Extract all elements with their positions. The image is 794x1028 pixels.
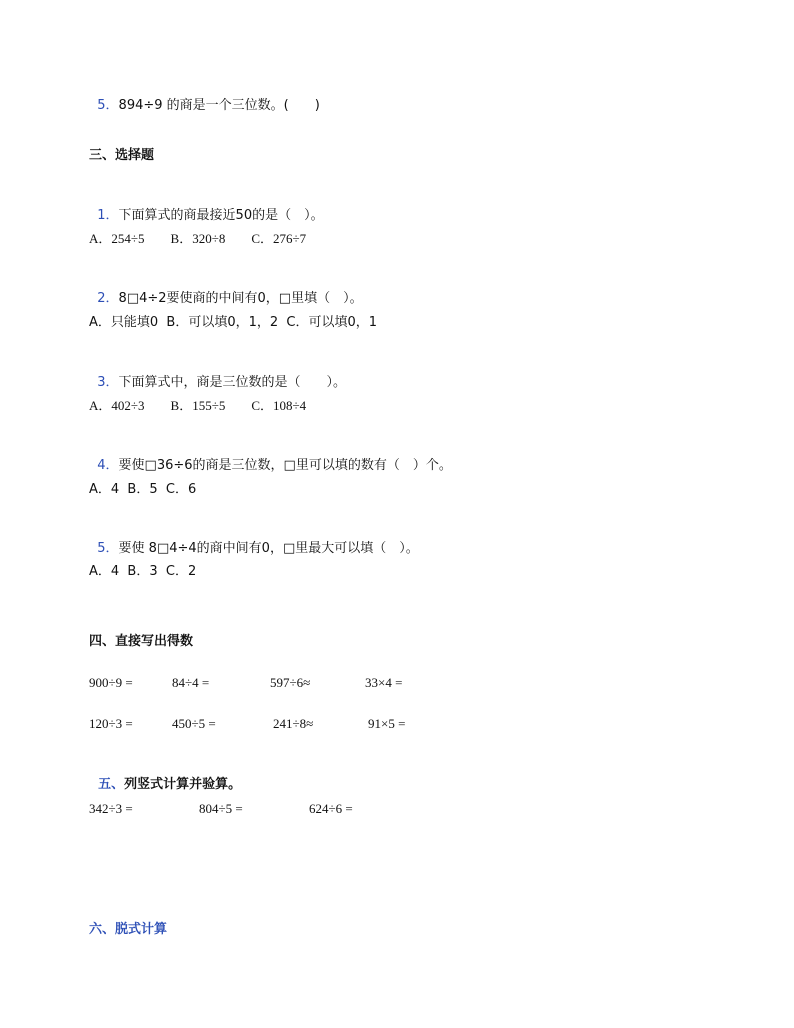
question-text: 要使 8□4÷4的商中间有0，□里最大可以填（ ）。 — [118, 541, 419, 556]
choice-question-4 — [89, 439, 452, 475]
question-number: 4． — [97, 458, 119, 473]
choice-options-3: A．402÷3 B．155÷5 C．108÷4 — [89, 398, 307, 413]
question-text: 下面算式的商最接近50的是（ ）。 — [118, 208, 324, 223]
choice-question-2 — [89, 272, 363, 308]
section-5-title — [89, 758, 241, 794]
calc-item: 241÷8≈ — [273, 716, 314, 731]
choice-question-3 — [89, 356, 346, 392]
choice-options-2: A．只能填0 B．可以填0，1，2 C．可以填0，1 — [89, 315, 378, 330]
calc-item: 84÷4 = — [172, 675, 210, 690]
calc-item: 900÷9 = — [89, 675, 133, 690]
choice-options-5: A．4 B．3 C．2 — [89, 564, 197, 579]
question-number: 5． — [97, 98, 119, 113]
judgement-question-5 — [89, 79, 320, 115]
calc-item: 120÷3 = — [89, 716, 133, 731]
choice-options-1: A．254÷5 B．320÷8 C．276÷7 — [89, 231, 307, 246]
calc-item: 33×4 = — [365, 675, 403, 690]
question-number: 2． — [97, 291, 119, 306]
calc-item: 450÷5 = — [172, 716, 216, 731]
vertical-calc-item: 804÷5 = — [199, 801, 243, 816]
calc-item: 91×5 = — [368, 716, 406, 731]
section-6-title: 六、脱式计算 — [89, 922, 168, 937]
question-text: 要使□36÷6的商是三位数，□里可以填的数有（ ）个。 — [118, 458, 452, 473]
choice-options-4: A．4 B．5 C．6 — [89, 482, 197, 497]
question-text: 8□4÷2要使商的中间有0，□里填（ ）。 — [118, 291, 363, 306]
question-text: 894÷9 的商是一个三位数。( ) — [118, 98, 320, 113]
question-text: 下面算式中，商是三位数的是（ ）。 — [118, 375, 347, 390]
section-5-title-text: 列竖式计算并验算。 — [124, 777, 242, 792]
vertical-calc-item: 624÷6 = — [309, 801, 353, 816]
question-number: 1． — [97, 208, 119, 223]
question-number: 5． — [97, 541, 119, 556]
vertical-calc-item: 342÷3 = — [89, 801, 133, 816]
choice-question-1 — [89, 189, 324, 225]
question-number: 3． — [97, 375, 119, 390]
section-3-title: 三、选择题 — [89, 148, 155, 163]
section-4-title: 四、直接写出得数 — [89, 634, 194, 649]
section-5-prefix: 五、 — [98, 777, 125, 792]
calc-item: 597÷6≈ — [270, 675, 311, 690]
choice-question-5 — [89, 522, 419, 558]
